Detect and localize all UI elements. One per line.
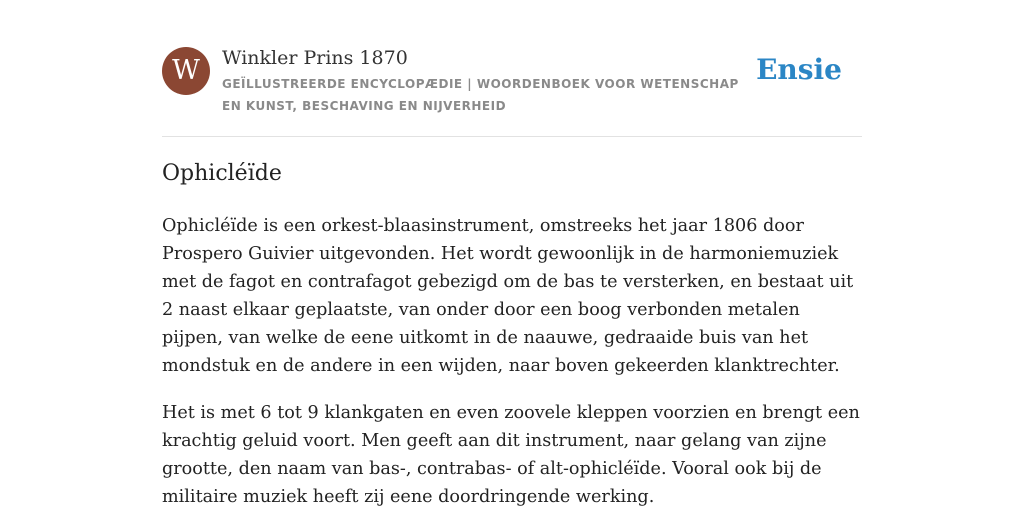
article-title: Ophicléïde <box>162 161 282 186</box>
source-header <box>162 44 862 137</box>
source-avatar[interactable]: W <box>162 47 210 95</box>
paragraph-2: Het is met 6 tot 9 klankgaten en even zoovele kleppen voorzien en brengt een krachtig geluid voort. Men geeft aan dit instrument, naar gelang van zijne grootte, den naam van bas-, contrabas- of alt-ophicléïde. Vooral ook bij de militaire muziek heeft zij eene doordringende werking. <box>162 403 860 507</box>
source-subtitle: GEÏLLUSTREERDE ENCYCLOPÆDIE | WOORDENBOEK VOOR WETENSCHAP EN KUNST, BESCHAVING EN NIJVERHEID <box>222 77 739 113</box>
paragraph-1: Ophicléïde is een orkest-blaasinstrument, omstreeks het jaar 1806 door Prospero Guivier uitgevonden. Het wordt gewoonlijk in de harmoniemuziek met de fagot en contrafagot gebezigd om de bas te versterken, en bestaat uit 2 naast elkaar geplaatste, van onder door een boog verbonden metalen pijpen, van welke de eene uitkomt in de naauwe, gedraaide buis van het mondstuk en de andere in een wijden, naar boven gekeerden klanktrechter. <box>162 216 854 376</box>
source-title[interactable]: Winkler Prins 1870 <box>222 47 408 69</box>
ensie-logo[interactable]: Ensie <box>756 53 842 86</box>
article-body <box>162 212 862 512</box>
